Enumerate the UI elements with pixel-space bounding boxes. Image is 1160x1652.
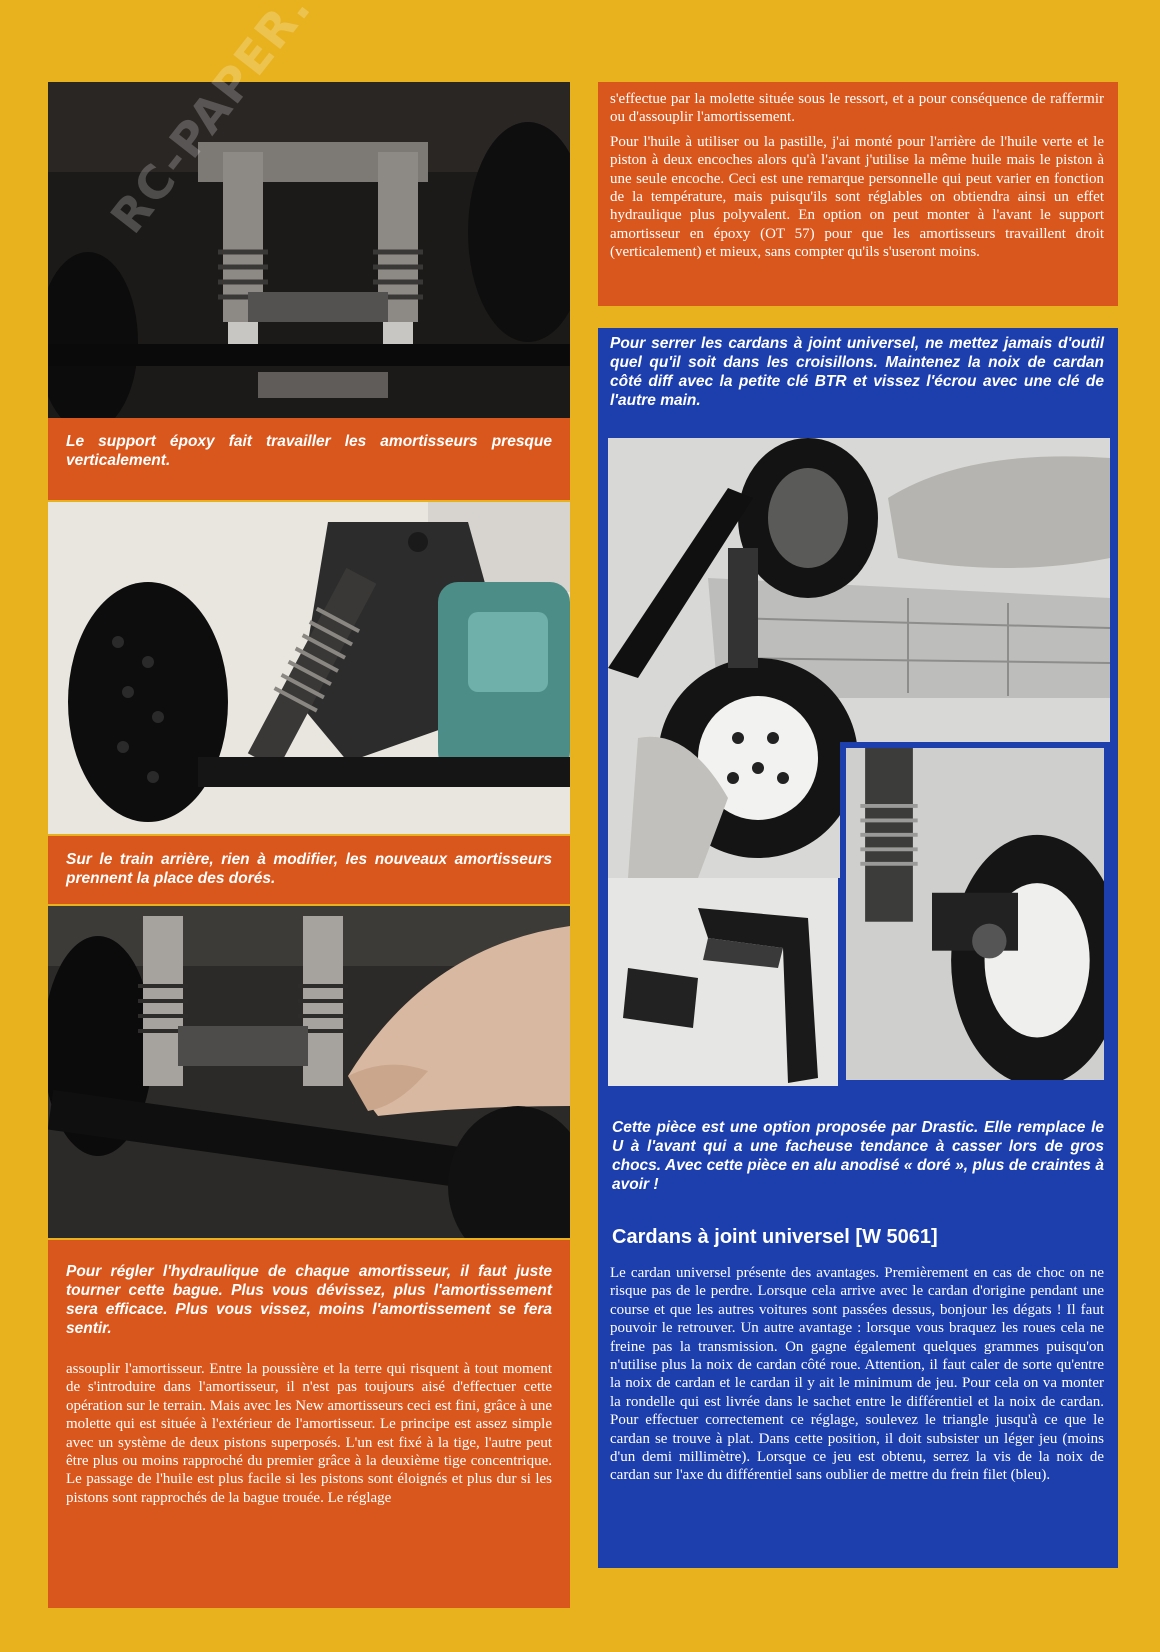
photo-wheel-closeup-drawing bbox=[846, 748, 1104, 1080]
caption-box-1 bbox=[48, 418, 570, 500]
photo-front-shocks bbox=[48, 82, 570, 418]
photo-front-shocks-drawing bbox=[48, 82, 570, 418]
photo-rear-train bbox=[48, 502, 570, 834]
caption-drastic-option: Cette pièce est une option proposée par Drastic. Elle remplace le U à l'avant qui a une facheuse tendance à casser lors de gros chocs. Avec cette pièce en alu anodisé « doré », plus de craintes à avoir ! bbox=[612, 1119, 1104, 1193]
photo-adjusting-ring-drawing bbox=[48, 906, 570, 1238]
right-top-para-2: Pour l'huile à utiliser ou la pastille, j'ai monté pour l'arrière de l'huile verte et le piston à deux encoches alors qu'à l'avant j'utilise la même huile mais le piston à une seule encoche. Ceci est une remarque personnelle qui peut varier en fonction de la température, mais puisqu'ils sont réglables on obtiendra ainsi un effet hydraulique plus polyvalent. En option on peut monter à l'avant le support amortisseur en époxy (OT 57) pour que les amortisseurs travaillent droit (verticalement) et mieux, sans compter qu'ils s'useront moins. bbox=[610, 133, 1104, 261]
right-blue-panel bbox=[598, 328, 1118, 1568]
photo-wheel-closeup bbox=[840, 742, 1110, 1086]
right-top-text-box bbox=[598, 82, 1118, 306]
caption-hydraulic-ring: Pour régler l'hydraulique de chaque amortisseur, il faut juste tourner cette bague. Plus vous dévissez, plus l'amortissement sera efficace. Plus vous vissez, moins l'amortissement se fera sentir. bbox=[66, 1263, 552, 1337]
photo-adjusting-ring bbox=[48, 906, 570, 1238]
caption-box-3 bbox=[48, 1240, 570, 1608]
photo-u-part bbox=[608, 878, 838, 1086]
caption-rear-train: Sur le train arrière, rien à modifier, les nouveaux amortisseurs prennent la place des dorés. bbox=[66, 851, 552, 887]
right-body-text: Le cardan universel présente des avantages. Premièrement en cas de choc on ne risque pas de le perdre. Lorsque cela arrive avec le cardan d'origine pendant une course et que les autres voitures sont passées dessus, bonjour les dégats ! Il faut pouvoir le retrouver. Un autre avantage : lorsque vous braquez les roues cela ne freine pas la transmission. On gagne également quelques grammes puisqu'on n'utilise plus la noix de cardan côté roue. Attention, il faut caler de sorte qu'entre la noix de cardan et le cardan il y ait le minimum de jeu. Pour cela on va monter la rondelle qui est livrée dans le sachet entre le différentiel et la noix de cardan. Pour effectuer correctement ce réglage, soulevez le triangle jusqu'à ce que le cardan se trouve à plat. Dans cette position, il doit subsister un léger jeu (moins d'un demi millimètre). Lorsque ce jeu est obtenu, serrez la vis de la noix de cardan sur l'axe du différentiel sans oublier de mettre du frein filet (bleu). bbox=[610, 1265, 1104, 1484]
section-heading-cardans: Cardans à joint universel [W 5061] bbox=[612, 1226, 938, 1248]
left-body-text: assouplir l'amortisseur. Entre la poussière et la terre qui risquent à tout moment de s'introduire dans l'amortisseur, il n'est pas toujours aisé d'effectuer cette opération sur le terrain. Mais avec les New amortisseurs ceci est fini, grâce à une molette qui est située à l'extérieur de l'amortisseur. Le principe est assez simple avec un système de deux pistons superposés. L'un est fixé à la tige, l'autre peut être plus ou moins rapproché du premier grâce à la deuxième tige concentrique. Le passage de l'huile est plus facile si les pistons sont éloignés et plus dur si les pistons sont rapprochés de la bague trouée. Le réglage bbox=[66, 1361, 552, 1506]
photo-u-part-drawing bbox=[608, 878, 838, 1086]
caption-cardan-tighten: Pour serrer les cardans à joint universel, ne mettez jamais d'outil quel qu'il soit dans les croisillons. Maintenez la noix de cardan côté diff avec la petite clé BTR et vissez l'écrou avec une clé de l'autre main. bbox=[610, 335, 1104, 409]
right-top-para-1: s'effectue par la molette située sous le ressort, et a pour conséquence de raffermir ou d'assouplir l'amortissement. bbox=[610, 91, 1104, 126]
caption-epoxy-support: Le support époxy fait travailler les amortisseurs presque verticalement. bbox=[66, 433, 552, 469]
photo-rear-train-drawing bbox=[48, 502, 570, 834]
caption-box-2 bbox=[48, 836, 570, 904]
